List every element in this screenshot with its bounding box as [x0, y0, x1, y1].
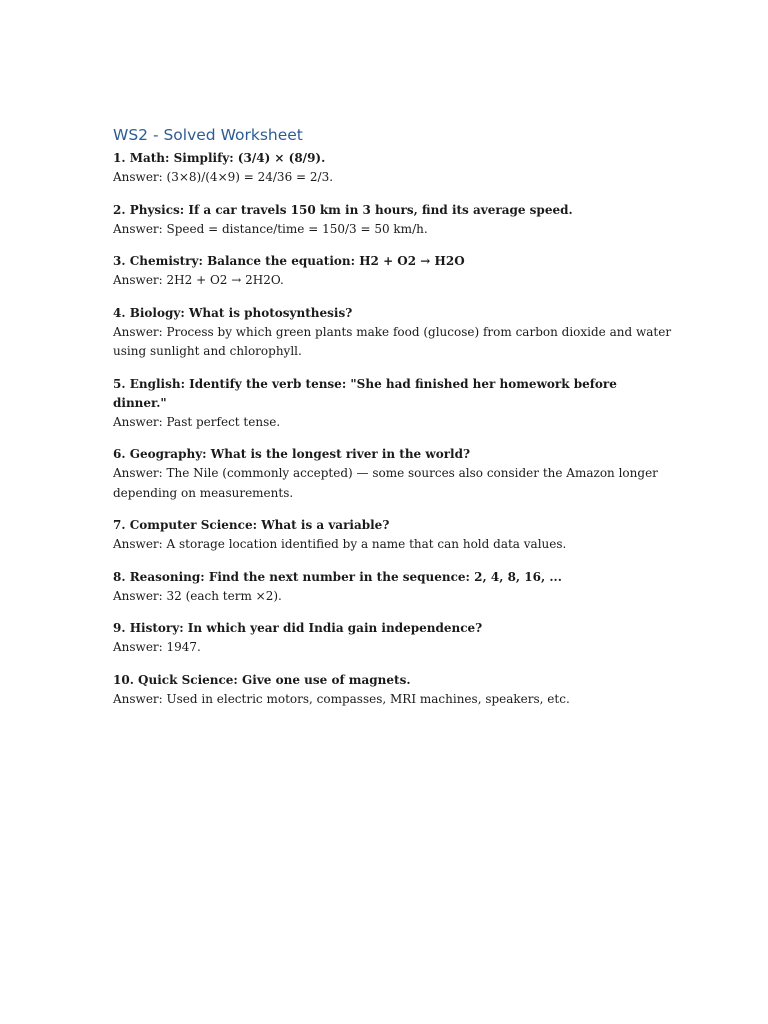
answer-5: Answer: Past perfect tense.	[113, 414, 281, 429]
question-6: 6. Geography: What is the longest river in the world?	[113, 447, 470, 461]
question-5: 5. English: Identify the verb tense: "She had finished her homework before dinner."	[113, 376, 617, 410]
answer-2: Answer: Speed = distance/time = 150/3 = 50 km/h.	[113, 221, 428, 236]
answer-10: Answer: Used in electric motors, compasses, MRI machines, speakers, etc.	[113, 691, 570, 706]
question-3: 3. Chemistry: Balance the equation: H2 + O2 → H2O	[113, 254, 465, 268]
answer-1: Answer: (3×8)/(4×9) = 24/36 = 2/3.	[113, 170, 334, 184]
qa-item-4	[113, 304, 673, 362]
qa-item-9	[113, 619, 673, 658]
question-9: 9. History: In which year did India gain independence?	[113, 621, 483, 635]
answer-3: Answer: 2H2 + O2 → 2H2O.	[113, 273, 284, 287]
worksheet-page	[113, 124, 673, 722]
answer-9: Answer: 1947.	[113, 640, 201, 654]
qa-item-7	[113, 516, 673, 555]
qa-item-10	[113, 671, 673, 710]
qa-item-8	[113, 568, 673, 607]
question-7: 7. Computer Science: What is a variable?	[113, 518, 390, 532]
question-4: 4. Biology: What is photosynthesis?	[113, 305, 353, 320]
qa-item-6	[113, 445, 673, 503]
answer-8: Answer: 32 (each term ×2).	[113, 588, 282, 603]
qa-item-5	[113, 375, 673, 433]
answer-6: Answer: The Nile (commonly accepted) — some sources also consider the Amazon longer depending on measurements.	[113, 466, 658, 500]
question-10: 10. Quick Science: Give one use of magnets.	[113, 672, 411, 687]
answer-7: Answer: A storage location identified by a name that can hold data values.	[113, 537, 567, 551]
qa-item-1	[113, 149, 673, 188]
question-2: 2. Physics: If a car travels 150 km in 3 hours, find its average speed.	[113, 202, 573, 217]
qa-item-2	[113, 201, 673, 240]
question-8: 8. Reasoning: Find the next number in the sequence: 2, 4, 8, 16, ...	[113, 569, 562, 584]
qa-item-3	[113, 252, 673, 291]
answer-4: Answer: Process by which green plants make food (glucose) from carbon dioxide and water using sunlight and chlorophyll.	[113, 324, 672, 358]
question-1: 1. Math: Simplify: (3/4) × (8/9).	[113, 151, 326, 165]
page-title: WS2 - Solved Worksheet	[113, 126, 303, 144]
